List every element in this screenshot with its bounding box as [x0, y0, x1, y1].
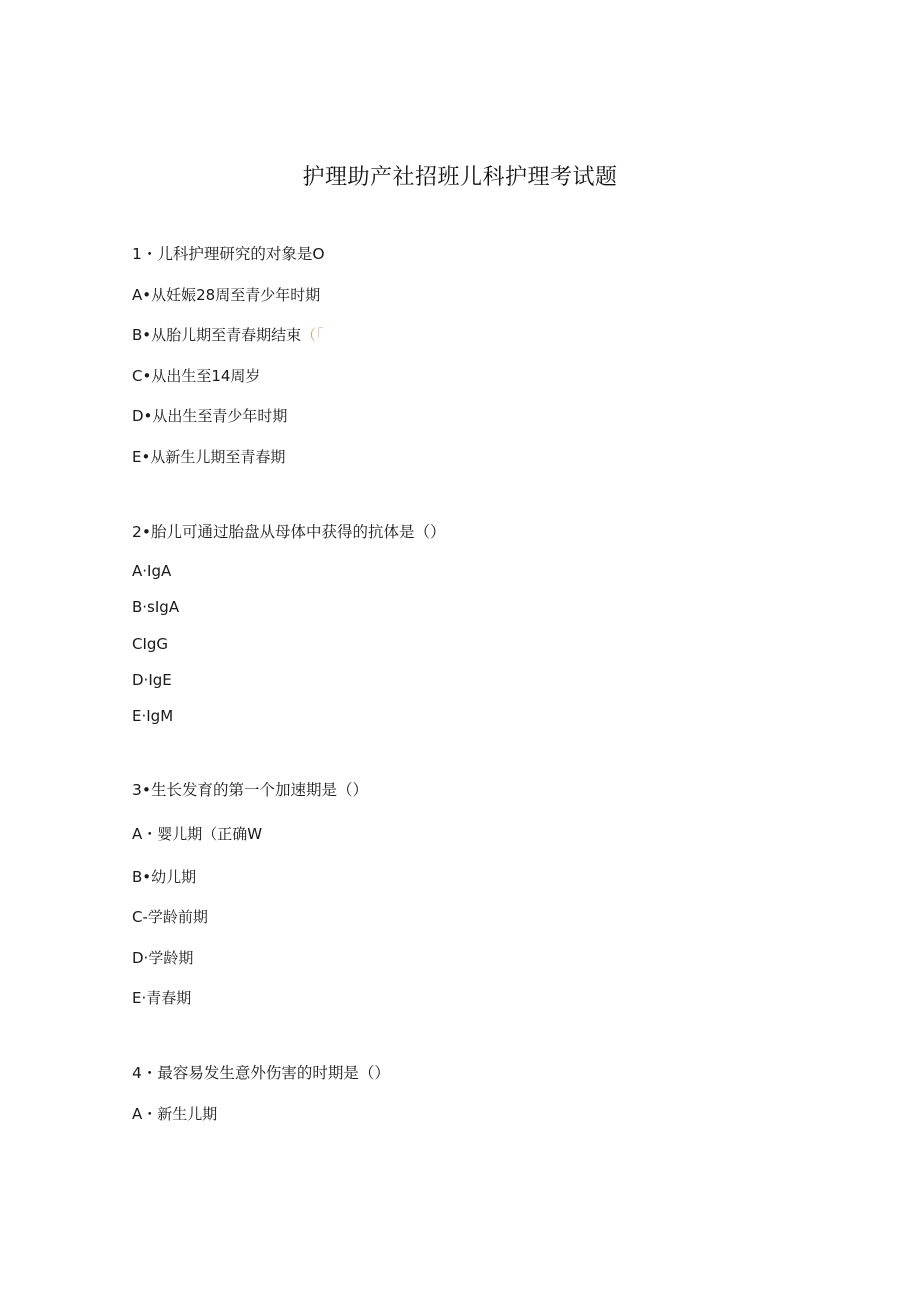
q1-option-b [132, 324, 324, 345]
q2-option-c: CIgG [132, 635, 169, 653]
q1-option-a: A•从妊娠28周至青少年时期 [132, 286, 321, 304]
q1-option-c: C•从出生至14周岁 [132, 367, 261, 385]
question-4: 4・最容易发生意外伤害的时期是（） [132, 1064, 390, 1082]
q2-option-a: A·IgA [132, 562, 172, 580]
q3-option-c: C-学龄前期 [132, 908, 208, 926]
q3-option-a: A・婴儿期（正确W [132, 825, 263, 843]
page-title: 护理助产社招班儿科护理考试题 [302, 165, 618, 190]
question-3: 3•生长发育的第一个加速期是（） [132, 781, 369, 799]
q4-option-a: A・新生儿期 [132, 1105, 218, 1123]
q1-option-d: D•从出生至青少年时期 [132, 407, 288, 425]
q1-option-e: E•从新生儿期至青春期 [132, 448, 286, 466]
answer-mark: （「 [301, 326, 324, 344]
q2-option-e: E·IgM [132, 707, 174, 725]
question-1: 1・儿科护理研究的对象是O [132, 245, 325, 263]
q3-option-d: D·学龄期 [132, 949, 194, 967]
q3-option-b: B•幼儿期 [132, 868, 197, 886]
q2-option-b: B·sIgA [132, 598, 180, 616]
question-2: 2•胎儿可通过胎盘从母体中获得的抗体是（） [132, 523, 446, 541]
q3-option-e: E·青春期 [132, 989, 192, 1007]
q1-option-b-text: B•从胎儿期至青春期结束 [132, 326, 302, 344]
q2-option-d: D·IgE [132, 671, 172, 689]
